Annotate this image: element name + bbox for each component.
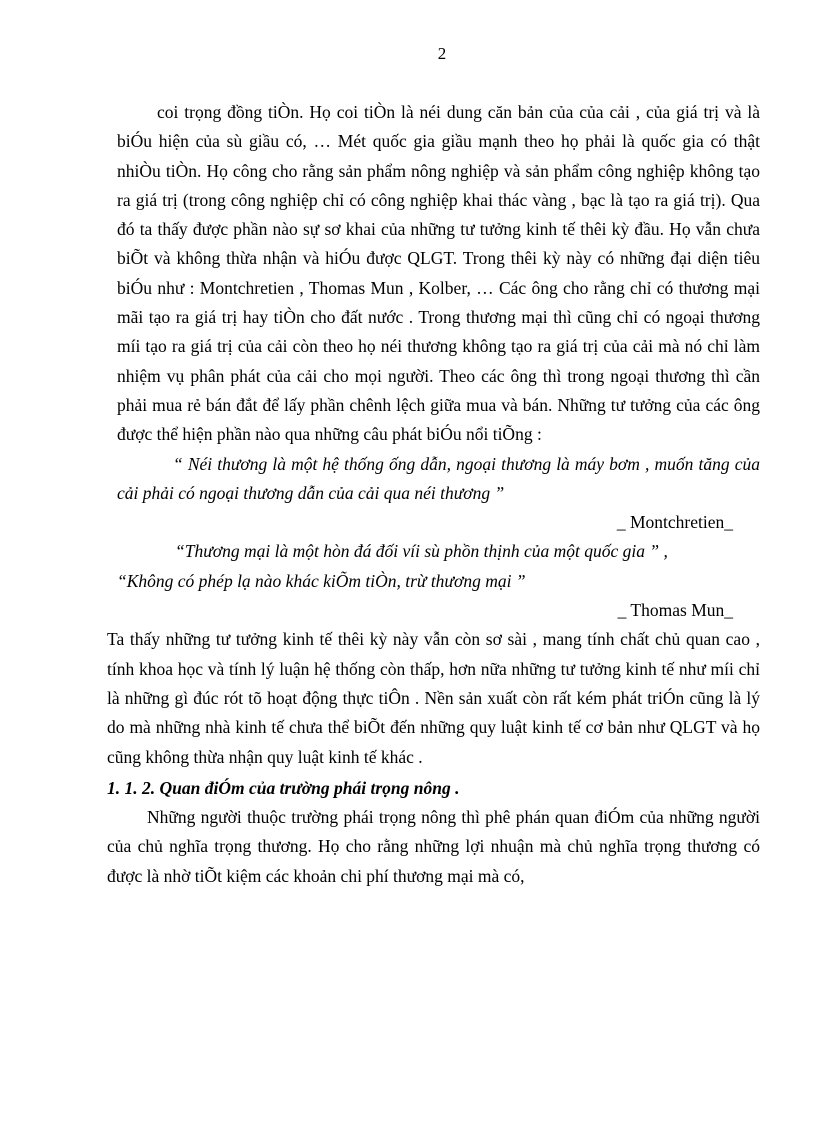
attribution-thomas-mun: _ Thomas Mun_ bbox=[617, 600, 733, 621]
document-body bbox=[107, 98, 760, 891]
attribution-montchretien: _ Montchretien_ bbox=[616, 512, 733, 533]
paragraph-3: Những người thuộc trường phái trọng nông thì phê phán quan điÓm của những người của chủ nghĩa trọng thương. Họ cho rằng những lợi nhuận mà chủ nghĩa trọng thương có được là nhờ tiÕt kiệm các khoản chi phí thương mại mà có, bbox=[107, 807, 760, 886]
section-heading: 1. 1. 2. Quan điÓm của trường phái trọng nông . bbox=[107, 777, 460, 798]
page-number: 2 bbox=[437, 44, 447, 63]
quote-thomas-mun-1: “Thương mại là một hòn đá đối víi sù phồn thịnh của một quốc gia ” , bbox=[175, 541, 668, 562]
quote-thomas-mun-2: “Không có phép lạ nào khác kiÕm tiÒn, trừ thương mại ” bbox=[117, 570, 526, 591]
paragraph-1: coi trọng đồng tiÒn. Họ coi tiÒn là néi dung căn bản của của cải , của giá trị và là biÓu hiện của sù giầu có, … Mét quốc gia giầu mạnh theo họ phải là quốc gia có thật nhiÒu tiÒn. Họ công cho rằng sản phẩm nông nghiệp và sản phẩm công nghiệp không tạo ra giá trị (trong công nghiệp chỉ có công nghiệp khai thác vàng , bạc là tạo ra giá trị). Qua đó ta thấy được phần nào sự sơ khai của những tư tưởng kinh tế thêi kỳ đầu. Họ vẫn chưa biÕt và không thừa nhận và hiÓu được QLGT. Trong thêi kỳ này có những đại diện tiêu biÓu như : Montchretien , Thomas Mun , Kolber, … Các ông cho rằng chỉ có thương mại mãi tạo ra giá trị hay tiÒn cho đất nước . Trong thương mại thì cũng chỉ có ngoại thương míi tạo ra giá trị của cải còn theo họ néi thương không tạo ra giá trị của cải mà nó chỉ làm nhiệm vụ phân phát của cải cho mọi người. Theo các ông thì trong ngoại thương thì cần phải mua rẻ bán đắt để lấy phần chênh lệch giữa mua và bán. Những tư tưởng của các ông được thể hiện phần nào qua những câu phát biÓu nổi tiÕng : bbox=[117, 102, 760, 445]
quote-montchretien: “ Néi thương là một hệ thống ống dẫn, ngoại thương là máy bơm , muốn tăng của cải phải có ngoại thương dẫn của cải qua néi thương ” bbox=[117, 453, 760, 503]
paragraph-2: Ta thấy những tư tưởng kinh tế thêi kỳ này vẫn còn sơ sài , mang tính chất chủ quan cao , tính khoa học và tính lý luận hệ thống còn thấp, hơn nữa những tư tưởng kinh tế như míi chỉ là những gì đúc rót tõ hoạt động thực tiÔn . Nền sản xuất còn rất kém phát triÓn cũng là lý do mà những nhà kinh tế chưa thể biÕt đến những quy luật kinh tế cơ bản như QLGT và họ cũng không thừa nhận quy luật kinh tế khác . bbox=[107, 629, 760, 767]
